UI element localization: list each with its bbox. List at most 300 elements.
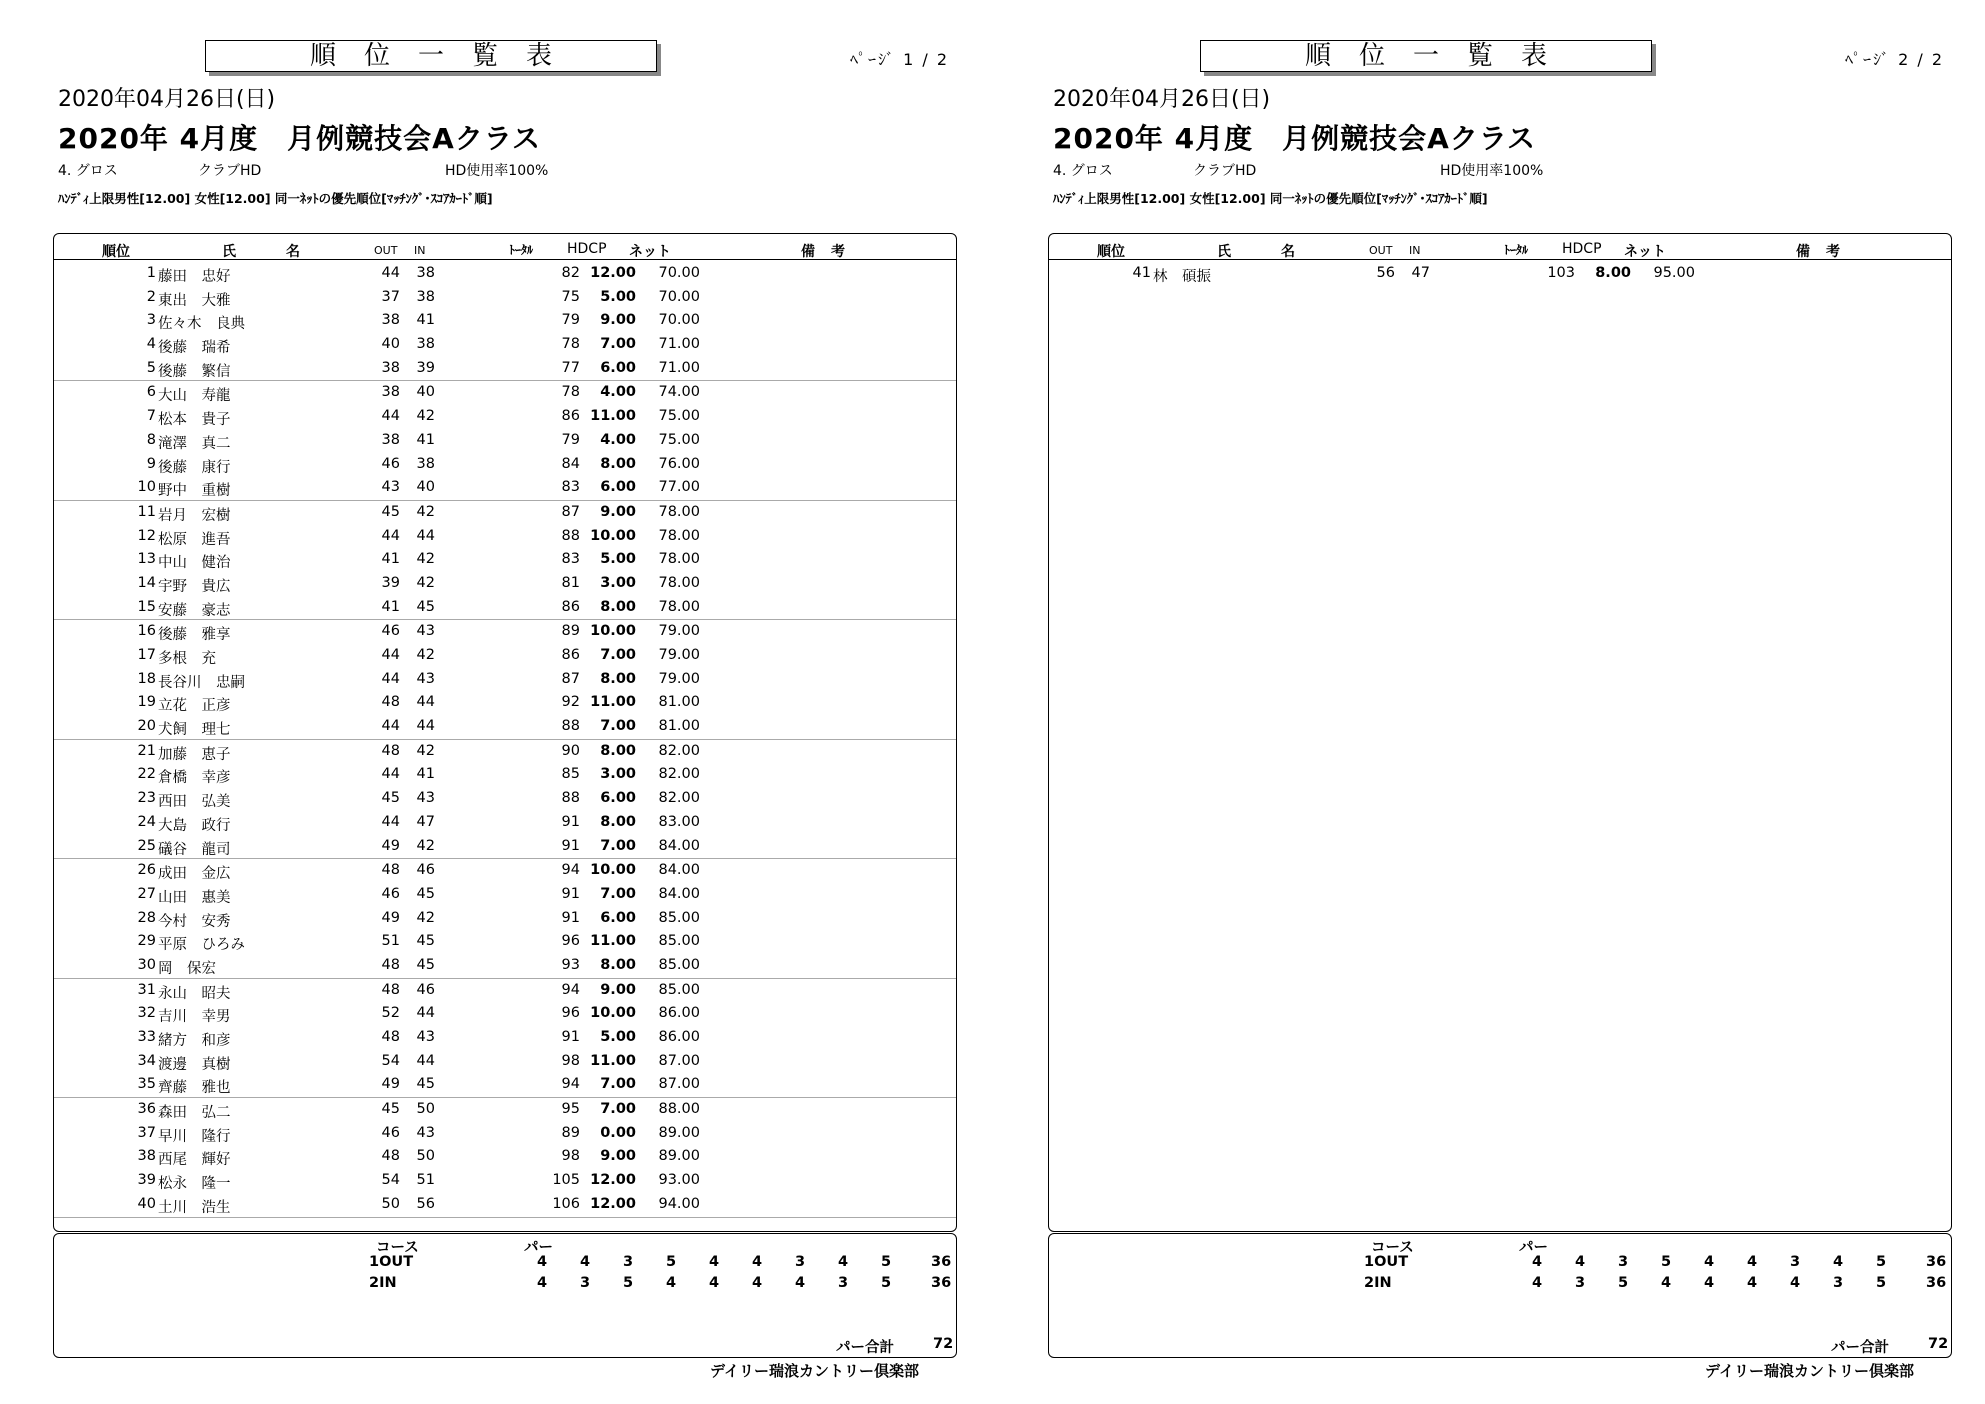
in-score-cell: 51 (416, 1172, 435, 1189)
table-row (54, 286, 956, 310)
total-score-cell: 83 (561, 479, 580, 496)
hole-par: 4 (579, 1254, 591, 1270)
player-name-cell: 倉橋 幸彦 (158, 770, 231, 787)
out-score-cell: 45 (381, 1101, 400, 1118)
course-line-name: 2IN (369, 1275, 397, 1291)
net-score-cell: 89.00 (658, 1148, 700, 1165)
in-score-cell: 43 (416, 1124, 435, 1141)
total-score-cell: 94 (561, 981, 580, 998)
rank-cell: 31 (137, 981, 156, 998)
in-score-cell: 45 (416, 885, 435, 902)
in-score-cell: 44 (416, 1005, 435, 1022)
out-score-cell: 49 (381, 1076, 400, 1093)
in-score-cell: 43 (416, 623, 435, 640)
total-score-cell: 81 (561, 574, 580, 591)
table-row (54, 620, 956, 644)
total-score-cell: 91 (561, 885, 580, 902)
total-score-cell: 82 (561, 265, 580, 281)
total-score-cell: 78 (561, 336, 580, 353)
out-score-cell: 44 (381, 670, 400, 687)
out-score-cell: 46 (381, 623, 400, 640)
rank-cell: 14 (137, 574, 156, 591)
out-score-cell: 38 (381, 384, 400, 401)
player-name-cell: 後藤 繁信 (158, 363, 231, 380)
in-score-cell: 47 (1411, 265, 1430, 281)
table-row (54, 930, 956, 954)
table-row (54, 357, 956, 382)
hdcp-cell: 7.00 (600, 336, 636, 353)
hdcp-cell: 7.00 (600, 1101, 636, 1118)
total-score-cell: 89 (561, 1124, 580, 1141)
total-score-cell: 84 (561, 455, 580, 472)
net-score-cell: 82.00 (658, 742, 700, 759)
in-score-cell: 43 (416, 790, 435, 807)
hole-par: 3 (1832, 1275, 1844, 1291)
total-score-cell: 83 (561, 551, 580, 568)
course-line-name: 1OUT (1364, 1254, 1409, 1270)
hole-par: 4 (1746, 1254, 1758, 1270)
total-score-cell: 106 (552, 1195, 580, 1212)
net-score-cell: 84.00 (658, 837, 700, 854)
header-divider (1049, 259, 1951, 260)
hdcp-cell: 4.00 (600, 384, 636, 401)
in-score-cell: 42 (416, 503, 435, 520)
rank-cell: 26 (137, 862, 156, 879)
rank-cell: 17 (137, 647, 156, 663)
player-name-cell: 早川 隆行 (158, 1128, 231, 1145)
out-score-cell: 48 (381, 1029, 400, 1045)
in-score-cell: 38 (416, 455, 435, 472)
total-score-cell: 88 (561, 527, 580, 544)
total-score-cell: 98 (561, 1052, 580, 1069)
hdcp-cell: 8.00 (600, 742, 636, 759)
net-score-cell: 85.00 (658, 933, 700, 950)
net-score-cell: 93.00 (658, 1172, 700, 1189)
ranking-table (53, 233, 957, 1232)
hdcp-cell: 0.00 (600, 1124, 636, 1141)
rank-cell: 30 (137, 956, 156, 973)
hdcp-cell: 3.00 (600, 766, 636, 783)
hdcp-cell: 5.00 (600, 288, 636, 305)
player-name-cell: 永山 昭夫 (158, 985, 231, 1002)
table-row (54, 691, 956, 715)
hdcp-cell: 10.00 (590, 623, 636, 640)
rank-cell: 37 (137, 1124, 156, 1141)
net-score-cell: 83.00 (658, 813, 700, 830)
hole-par: 4 (665, 1275, 677, 1291)
rank-cell: 3 (146, 312, 156, 329)
out-score-cell: 43 (381, 479, 400, 496)
player-name-cell: 吉川 幸男 (158, 1009, 231, 1026)
col-in: IN (1409, 244, 1421, 257)
hole-par: 4 (536, 1275, 548, 1291)
rank-cell: 40 (137, 1195, 156, 1212)
rank-cell: 35 (137, 1076, 156, 1093)
rank-cell: 7 (146, 408, 156, 425)
col-remarks-1: 備 (1796, 244, 1810, 260)
rank-cell: 21 (137, 742, 156, 759)
net-score-cell: 70.00 (658, 312, 700, 329)
handicap-rule: ﾊﾝﾃﾞｨ上限男性[12.00] 女性[12.00] 同一ﾈｯﾄの優先順位[ﾏｯﾁﾝｸﾞ･ｽｺｱｶｰﾄﾞ順] (58, 191, 493, 206)
rank-cell: 5 (146, 359, 156, 376)
in-score-cell: 38 (416, 288, 435, 305)
net-score-cell: 86.00 (658, 1005, 700, 1022)
in-score-cell: 41 (416, 431, 435, 448)
header-divider (54, 259, 956, 260)
net-score-cell: 81.00 (658, 718, 700, 735)
club-hd-label: クラブHD (198, 163, 262, 179)
hdcp-cell: 10.00 (590, 527, 636, 544)
rank-cell: 24 (137, 813, 156, 830)
total-score-cell: 88 (561, 790, 580, 807)
ranking-rows (54, 262, 956, 1218)
player-name-cell: 成田 金広 (158, 866, 231, 883)
hole-par: 4 (837, 1254, 849, 1270)
out-score-cell: 44 (381, 527, 400, 544)
in-score-cell: 43 (416, 670, 435, 687)
player-name-cell: 後藤 雅享 (158, 627, 231, 644)
player-name-cell: 後藤 康行 (158, 459, 231, 476)
table-row (54, 476, 956, 501)
player-name-cell: 佐々木 良典 (158, 316, 245, 333)
out-score-cell: 48 (381, 956, 400, 973)
table-row (54, 572, 956, 596)
player-name-cell: 齊藤 雅也 (158, 1080, 231, 1097)
total-score-cell: 95 (561, 1101, 580, 1118)
rank-cell: 13 (137, 551, 156, 568)
rank-cell: 41 (1132, 265, 1151, 281)
out-score-cell: 51 (381, 933, 400, 950)
in-score-cell: 40 (416, 479, 435, 496)
net-score-cell: 84.00 (658, 885, 700, 902)
rank-cell: 25 (137, 837, 156, 854)
in-score-cell: 42 (416, 551, 435, 568)
out-score-cell: 45 (381, 790, 400, 807)
total-score-cell: 86 (561, 598, 580, 615)
net-score-cell: 77.00 (658, 479, 700, 496)
net-score-cell: 71.00 (658, 336, 700, 353)
hole-par: 4 (708, 1275, 720, 1291)
total-score-cell: 77 (561, 359, 580, 376)
hdcp-cell: 10.00 (590, 862, 636, 879)
table-row (54, 1026, 956, 1050)
in-score-cell: 42 (416, 408, 435, 425)
player-name-cell: 立花 正彦 (158, 698, 231, 715)
par-total-label: パー合計 (836, 1340, 894, 1356)
handicap-rule: ﾊﾝﾃﾞｨ上限男性[12.00] 女性[12.00] 同一ﾈｯﾄの優先順位[ﾏｯﾁﾝｸﾞ･ｽｺｱｶｰﾄﾞ順] (1053, 191, 1488, 206)
hdcp-cell: 3.00 (600, 574, 636, 591)
rank-cell: 4 (146, 336, 156, 353)
hdcp-cell: 4.00 (600, 431, 636, 448)
rank-cell: 38 (137, 1148, 156, 1165)
total-score-cell: 86 (561, 647, 580, 663)
net-score-cell: 85.00 (658, 981, 700, 998)
hole-par: 5 (880, 1254, 892, 1270)
rank-cell: 1 (146, 265, 156, 281)
net-score-cell: 70.00 (658, 265, 700, 281)
hdcp-cell: 7.00 (600, 647, 636, 663)
col-net: ネット (1624, 244, 1666, 260)
player-name-cell: 松本 貴子 (158, 412, 231, 429)
net-score-cell: 89.00 (658, 1124, 700, 1141)
player-name-cell: 土川 浩生 (158, 1199, 231, 1216)
hole-par: 4 (1660, 1275, 1672, 1291)
report-title: 順位一覧表 (1200, 40, 1652, 72)
out-score-cell: 46 (381, 885, 400, 902)
out-score-cell: 44 (381, 647, 400, 663)
table-row (54, 1002, 956, 1026)
col-hdcp: HDCP (567, 241, 607, 257)
hole-par: 5 (1660, 1254, 1672, 1270)
par-total-label: パー合計 (1831, 1340, 1889, 1356)
player-name-cell: 東出 大雅 (158, 292, 231, 309)
table-row (54, 429, 956, 453)
hdcp-cell: 8.00 (600, 813, 636, 830)
in-score-cell: 44 (416, 1052, 435, 1069)
table-row (54, 1193, 956, 1218)
net-score-cell: 71.00 (658, 359, 700, 376)
table-row (54, 596, 956, 621)
total-score-cell: 92 (561, 694, 580, 711)
in-score-cell: 46 (416, 862, 435, 879)
player-name-cell: 松原 進吾 (158, 531, 231, 548)
col-remarks-2: 考 (831, 244, 845, 260)
in-score-cell: 40 (416, 384, 435, 401)
course-line-total: 36 (1926, 1254, 1947, 1270)
hole-par: 5 (880, 1275, 892, 1291)
out-score-cell: 46 (381, 1124, 400, 1141)
hole-par: 4 (1789, 1275, 1801, 1291)
table-row (54, 954, 956, 979)
rank-cell: 18 (137, 670, 156, 687)
total-score-cell: 103 (1547, 265, 1575, 281)
total-score-cell: 79 (561, 431, 580, 448)
net-score-cell: 84.00 (658, 862, 700, 879)
hdcp-cell: 12.00 (590, 1195, 636, 1212)
player-name-cell: 藤田 忠好 (158, 269, 231, 285)
net-score-cell: 95.00 (1653, 265, 1695, 281)
col-name-2: 名 (286, 244, 300, 260)
out-score-cell: 49 (381, 909, 400, 926)
hdcp-cell: 6.00 (600, 909, 636, 926)
total-score-cell: 89 (561, 623, 580, 640)
hole-par: 5 (1875, 1254, 1887, 1270)
hdcp-cell: 11.00 (590, 408, 636, 425)
net-score-cell: 85.00 (658, 909, 700, 926)
hole-par: 4 (536, 1254, 548, 1270)
player-name-cell: 野中 重樹 (158, 483, 231, 500)
net-score-cell: 87.00 (658, 1052, 700, 1069)
col-total: ﾄｰﾀﾙ (1504, 243, 1529, 257)
table-row (54, 501, 956, 525)
hdcp-cell: 11.00 (590, 933, 636, 950)
hole-par: 5 (1617, 1275, 1629, 1291)
course-line-total: 36 (931, 1254, 952, 1270)
hdcp-cell: 8.00 (600, 455, 636, 472)
out-score-cell: 54 (381, 1052, 400, 1069)
in-score-cell: 42 (416, 837, 435, 854)
col-hdcp: HDCP (1562, 241, 1602, 257)
out-score-cell: 46 (381, 455, 400, 472)
player-name-cell: 礒谷 龍司 (158, 841, 231, 858)
in-score-cell: 45 (416, 598, 435, 615)
table-row (54, 405, 956, 429)
player-name-cell: 渡邊 真樹 (158, 1056, 231, 1073)
total-score-cell: 79 (561, 312, 580, 329)
total-score-cell: 88 (561, 718, 580, 735)
net-score-cell: 87.00 (658, 1076, 700, 1093)
table-row (54, 381, 956, 405)
player-name-cell: 大山 寿龍 (158, 388, 231, 405)
event-name: 2020年 4月度 月例競技会Aクラス (1053, 122, 1536, 155)
net-score-cell: 86.00 (658, 1029, 700, 1045)
table-row (54, 1122, 956, 1146)
table-row (54, 262, 956, 286)
rank-cell: 29 (137, 933, 156, 950)
table-row (54, 740, 956, 764)
net-score-cell: 76.00 (658, 455, 700, 472)
table-row (54, 644, 956, 668)
rank-cell: 12 (137, 527, 156, 544)
net-score-cell: 79.00 (658, 670, 700, 687)
in-score-cell: 45 (416, 956, 435, 973)
in-score-cell: 38 (416, 336, 435, 353)
table-row (54, 525, 956, 549)
table-row (54, 548, 956, 572)
in-score-cell: 42 (416, 574, 435, 591)
net-score-cell: 82.00 (658, 766, 700, 783)
table-row (54, 859, 956, 883)
hdcp-cell: 5.00 (600, 551, 636, 568)
ranking-rows (1049, 262, 1951, 286)
net-score-cell: 79.00 (658, 647, 700, 663)
table-row (54, 883, 956, 907)
in-score-cell: 39 (416, 359, 435, 376)
net-score-cell: 70.00 (658, 288, 700, 305)
in-score-cell: 45 (416, 933, 435, 950)
in-score-cell: 41 (416, 312, 435, 329)
table-row (54, 668, 956, 692)
col-in: IN (414, 244, 426, 257)
net-score-cell: 79.00 (658, 623, 700, 640)
out-score-cell: 48 (381, 862, 400, 879)
hdcp-cell: 9.00 (600, 981, 636, 998)
rank-cell: 22 (137, 766, 156, 783)
rank-cell: 33 (137, 1029, 156, 1045)
net-score-cell: 78.00 (658, 551, 700, 568)
hole-par: 3 (1789, 1254, 1801, 1270)
col-remarks-1: 備 (801, 244, 815, 260)
hdcp-cell: 5.00 (600, 1029, 636, 1045)
rank-cell: 16 (137, 623, 156, 640)
player-name-cell: 犬飼 理七 (158, 722, 231, 739)
net-score-cell: 78.00 (658, 598, 700, 615)
hole-par: 4 (1703, 1275, 1715, 1291)
player-name-cell: 森田 弘二 (158, 1105, 231, 1122)
hole-par: 4 (1531, 1275, 1543, 1291)
hole-par: 4 (1746, 1275, 1758, 1291)
col-out: OUT (1369, 244, 1393, 257)
net-score-cell: 78.00 (658, 503, 700, 520)
in-score-cell: 41 (416, 766, 435, 783)
out-score-cell: 49 (381, 837, 400, 854)
in-score-cell: 42 (416, 647, 435, 663)
event-date: 2020年04月26日(日) (58, 87, 276, 112)
col-name-1: 氏 (222, 244, 236, 260)
hole-par: 3 (579, 1275, 591, 1291)
table-row (54, 1073, 956, 1098)
hole-par: 5 (1875, 1275, 1887, 1291)
total-score-cell: 105 (552, 1172, 580, 1189)
net-score-cell: 74.00 (658, 384, 700, 401)
player-name-cell: 西尾 輝好 (158, 1152, 231, 1169)
hdcp-cell: 7.00 (600, 1076, 636, 1093)
col-total: ﾄｰﾀﾙ (509, 243, 534, 257)
rank-cell: 6 (146, 384, 156, 401)
hdcp-cell: 9.00 (600, 1148, 636, 1165)
out-score-cell: 38 (381, 312, 400, 329)
out-score-cell: 56 (1376, 265, 1395, 281)
player-name-cell: 岩月 宏樹 (158, 507, 231, 524)
hole-par: 3 (794, 1254, 806, 1270)
report-page (995, 0, 1975, 1404)
net-score-cell: 82.00 (658, 790, 700, 807)
club-hd-label: クラブHD (1193, 163, 1257, 179)
out-score-cell: 44 (381, 718, 400, 735)
net-score-cell: 78.00 (658, 574, 700, 591)
out-score-cell: 50 (381, 1195, 400, 1212)
rank-cell: 36 (137, 1101, 156, 1118)
net-score-cell: 75.00 (658, 431, 700, 448)
hd-rate: HD使用率100% (445, 163, 549, 179)
course-line-name: 2IN (1364, 1275, 1392, 1291)
table-row (54, 1169, 956, 1193)
in-score-cell: 47 (416, 813, 435, 830)
hdcp-cell: 7.00 (600, 885, 636, 902)
table-row (1049, 262, 1951, 286)
ranking-table (1048, 233, 1952, 1232)
player-name-cell: 宇野 貴広 (158, 578, 231, 595)
hole-par: 4 (751, 1275, 763, 1291)
out-score-cell: 44 (381, 408, 400, 425)
table-row (54, 787, 956, 811)
hole-par: 4 (1574, 1254, 1586, 1270)
out-score-cell: 44 (381, 766, 400, 783)
total-score-cell: 91 (561, 1029, 580, 1045)
table-row (54, 907, 956, 931)
out-score-cell: 38 (381, 359, 400, 376)
report-page (0, 0, 980, 1404)
hdcp-cell: 12.00 (590, 1172, 636, 1189)
player-name-cell: 松永 隆一 (158, 1176, 231, 1193)
rank-cell: 9 (146, 455, 156, 472)
hdcp-cell: 8.00 (600, 956, 636, 973)
event-name: 2020年 4月度 月例競技会Aクラス (58, 122, 541, 155)
hole-par: 4 (1832, 1254, 1844, 1270)
col-rank: 順位 (102, 244, 130, 260)
rank-cell: 20 (137, 718, 156, 735)
course-line-total: 36 (931, 1275, 952, 1291)
player-name-cell: 林 碩振 (1153, 269, 1211, 285)
hdcp-cell: 9.00 (600, 312, 636, 329)
player-name-cell: 加藤 恵子 (158, 746, 231, 763)
club-name: デイリー瑞浪カントリー倶楽部 (1705, 1362, 1914, 1380)
net-score-cell: 88.00 (658, 1101, 700, 1118)
table-row (54, 835, 956, 860)
out-score-cell: 54 (381, 1172, 400, 1189)
hdcp-cell: 6.00 (600, 479, 636, 496)
total-score-cell: 98 (561, 1148, 580, 1165)
